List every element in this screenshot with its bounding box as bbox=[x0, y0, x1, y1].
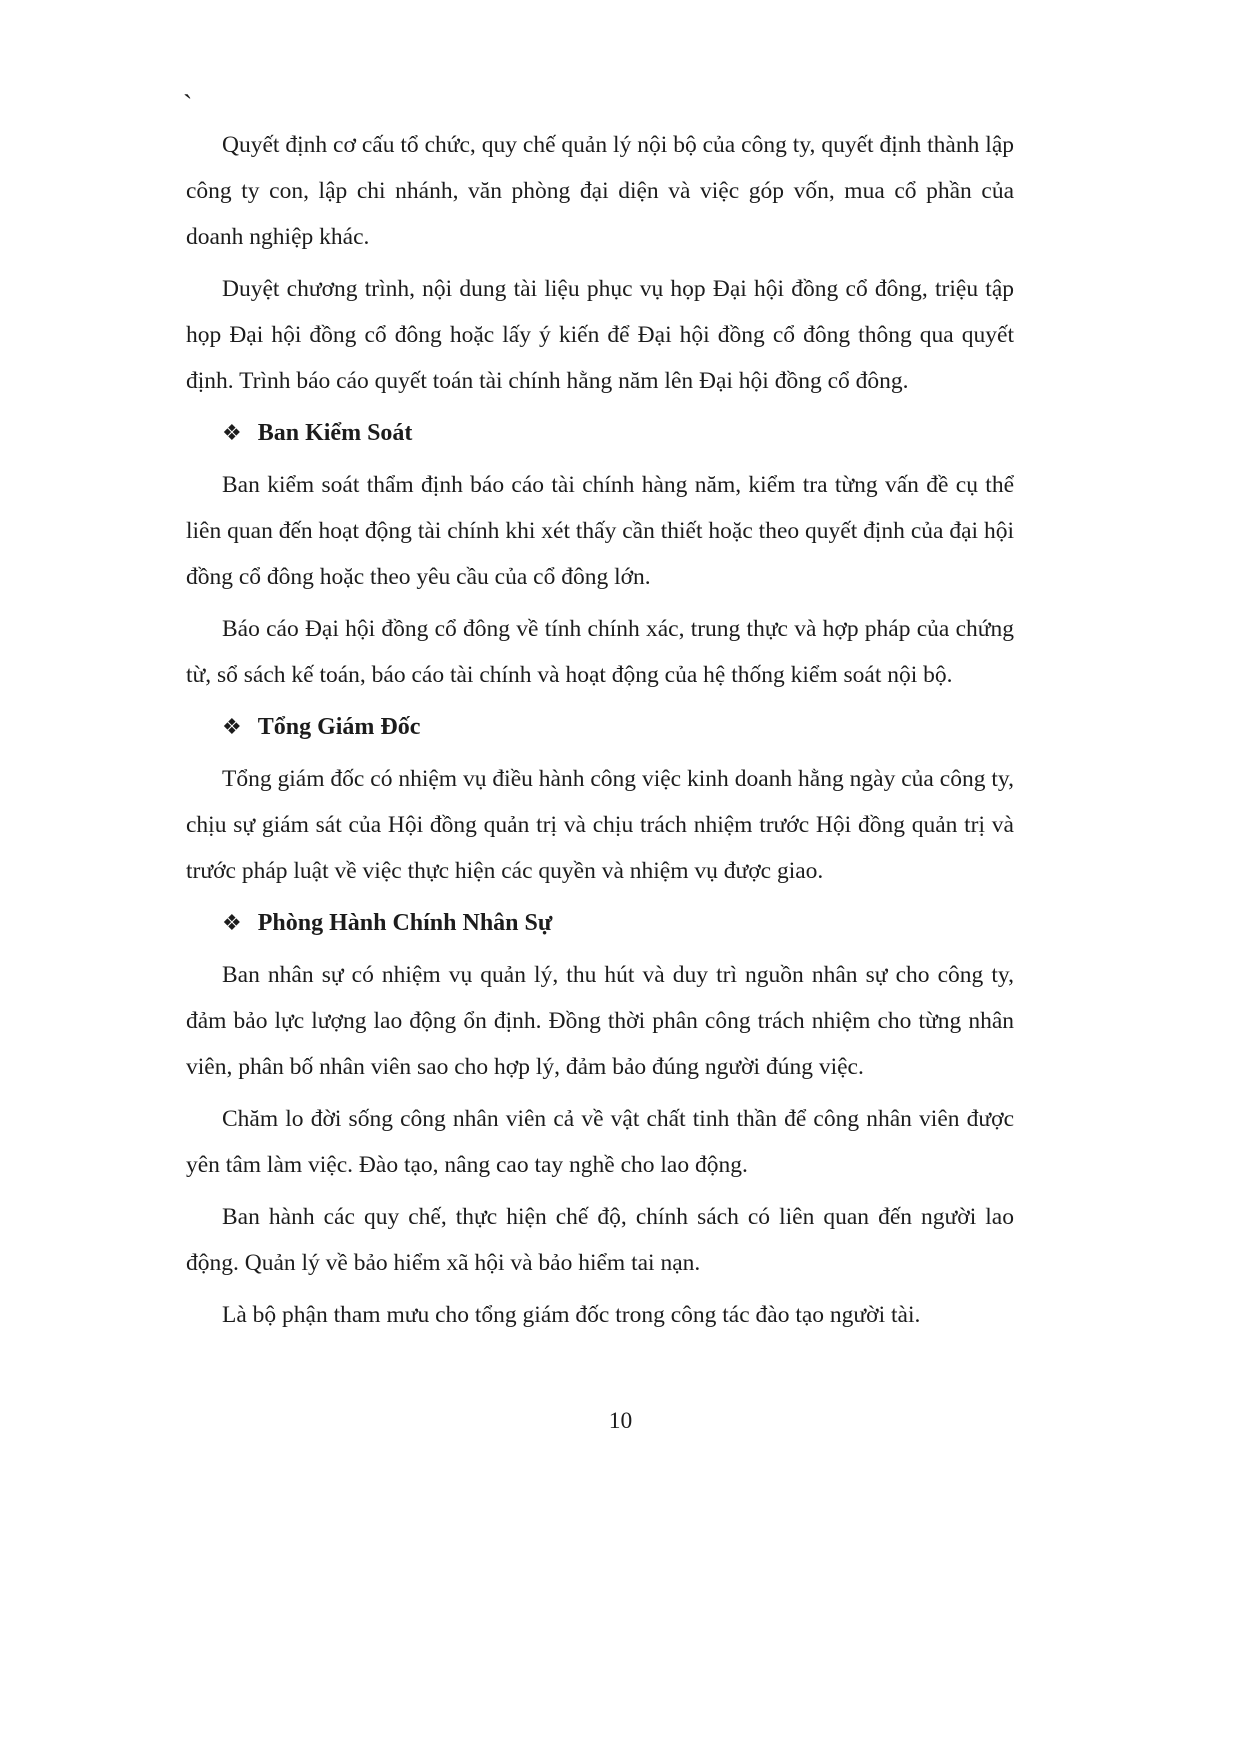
page-number: 10 bbox=[608, 1408, 633, 1434]
paragraph-supervisory-board-duties: Ban kiểm soát thẩm định báo cáo tài chính hàng năm, kiểm tra từng vấn đề cụ thể liên quan đến hoạt động tài chính khi xét thấy cần thiết hoặc theo quyết định của đại hội đồng cổ đông hoặc theo yêu cầu của cổ đông lớn. bbox=[186, 472, 1014, 590]
paragraph-regulations-insurance: Ban hành các quy chế, thực hiện chế độ, chính sách có liên quan đến người lao động. Quản lý về bảo hiểm xã hội và bảo hiểm tai nạn. bbox=[186, 1204, 1014, 1276]
diamond-bullet-icon: ❖ bbox=[222, 910, 242, 935]
section-heading-text: Ban Kiểm Soát bbox=[257, 420, 413, 446]
section-heading-text: Tổng Giám Đốc bbox=[257, 714, 421, 740]
paragraph-org-structure: Quyết định cơ cấu tổ chức, quy chế quản lý nội bộ của công ty, quyết định thành lập công ty con, lập chi nhánh, văn phòng đại diện và việc góp vốn, mua cổ phần của doanh nghiệp khác. bbox=[186, 132, 1014, 250]
paragraph-general-director-duties: Tổng giám đốc có nhiệm vụ điều hành công việc kinh doanh hằng ngày của công ty, chịu sự giám sát của Hội đồng quản trị và chịu trách nhiệm trước Hội đồng quản trị và trước pháp luật về việc thực hiện các quyền và nhiệm vụ được giao. bbox=[186, 766, 1014, 884]
stray-backtick-mark: ` bbox=[183, 90, 193, 121]
paragraph-shareholder-meeting: Duyệt chương trình, nội dung tài liệu phục vụ họp Đại hội đồng cổ đông, triệu tập họp Đại hội đồng cổ đông hoặc lấy ý kiến để Đại hội đồng cổ đông thông qua quyết định. Trình báo cáo quyết toán tài chính hằng năm lên Đại hội đồng cổ đông. bbox=[186, 276, 1014, 394]
paragraph-employee-welfare: Chăm lo đời sống công nhân viên cả về vật chất tinh thần để công nhân viên được yên tâm làm việc. Đào tạo, nâng cao tay nghề cho lao động. bbox=[186, 1106, 1014, 1178]
section-heading-tong-giam-doc bbox=[186, 704, 1014, 750]
diamond-bullet-icon: ❖ bbox=[222, 714, 242, 739]
paragraph-supervisory-board-report: Báo cáo Đại hội đồng cổ đông về tính chính xác, trung thực và hợp pháp của chứng từ, sổ sách kế toán, báo cáo tài chính và hoạt động của hệ thống kiểm soát nội bộ. bbox=[186, 616, 1014, 688]
paragraph-hr-management: Ban nhân sự có nhiệm vụ quản lý, thu hút và duy trì nguồn nhân sự cho công ty, đảm bảo lực lượng lao động ổn định. Đồng thời phân công trách nhiệm cho từng nhân viên, phân bố nhân viên sao cho hợp lý, đảm bảo đúng người đúng việc. bbox=[186, 962, 1014, 1080]
paragraph-advisory-role: Là bộ phận tham mưu cho tổng giám đốc trong công tác đào tạo người tài. bbox=[222, 1302, 921, 1328]
section-heading-text: Phòng Hành Chính Nhân Sự bbox=[257, 910, 553, 936]
section-heading-phong-hanh-chinh-nhan-su bbox=[186, 900, 1014, 946]
diamond-bullet-icon: ❖ bbox=[222, 420, 242, 445]
section-heading-ban-kiem-soat bbox=[186, 410, 1014, 456]
document-content bbox=[186, 122, 1014, 1344]
